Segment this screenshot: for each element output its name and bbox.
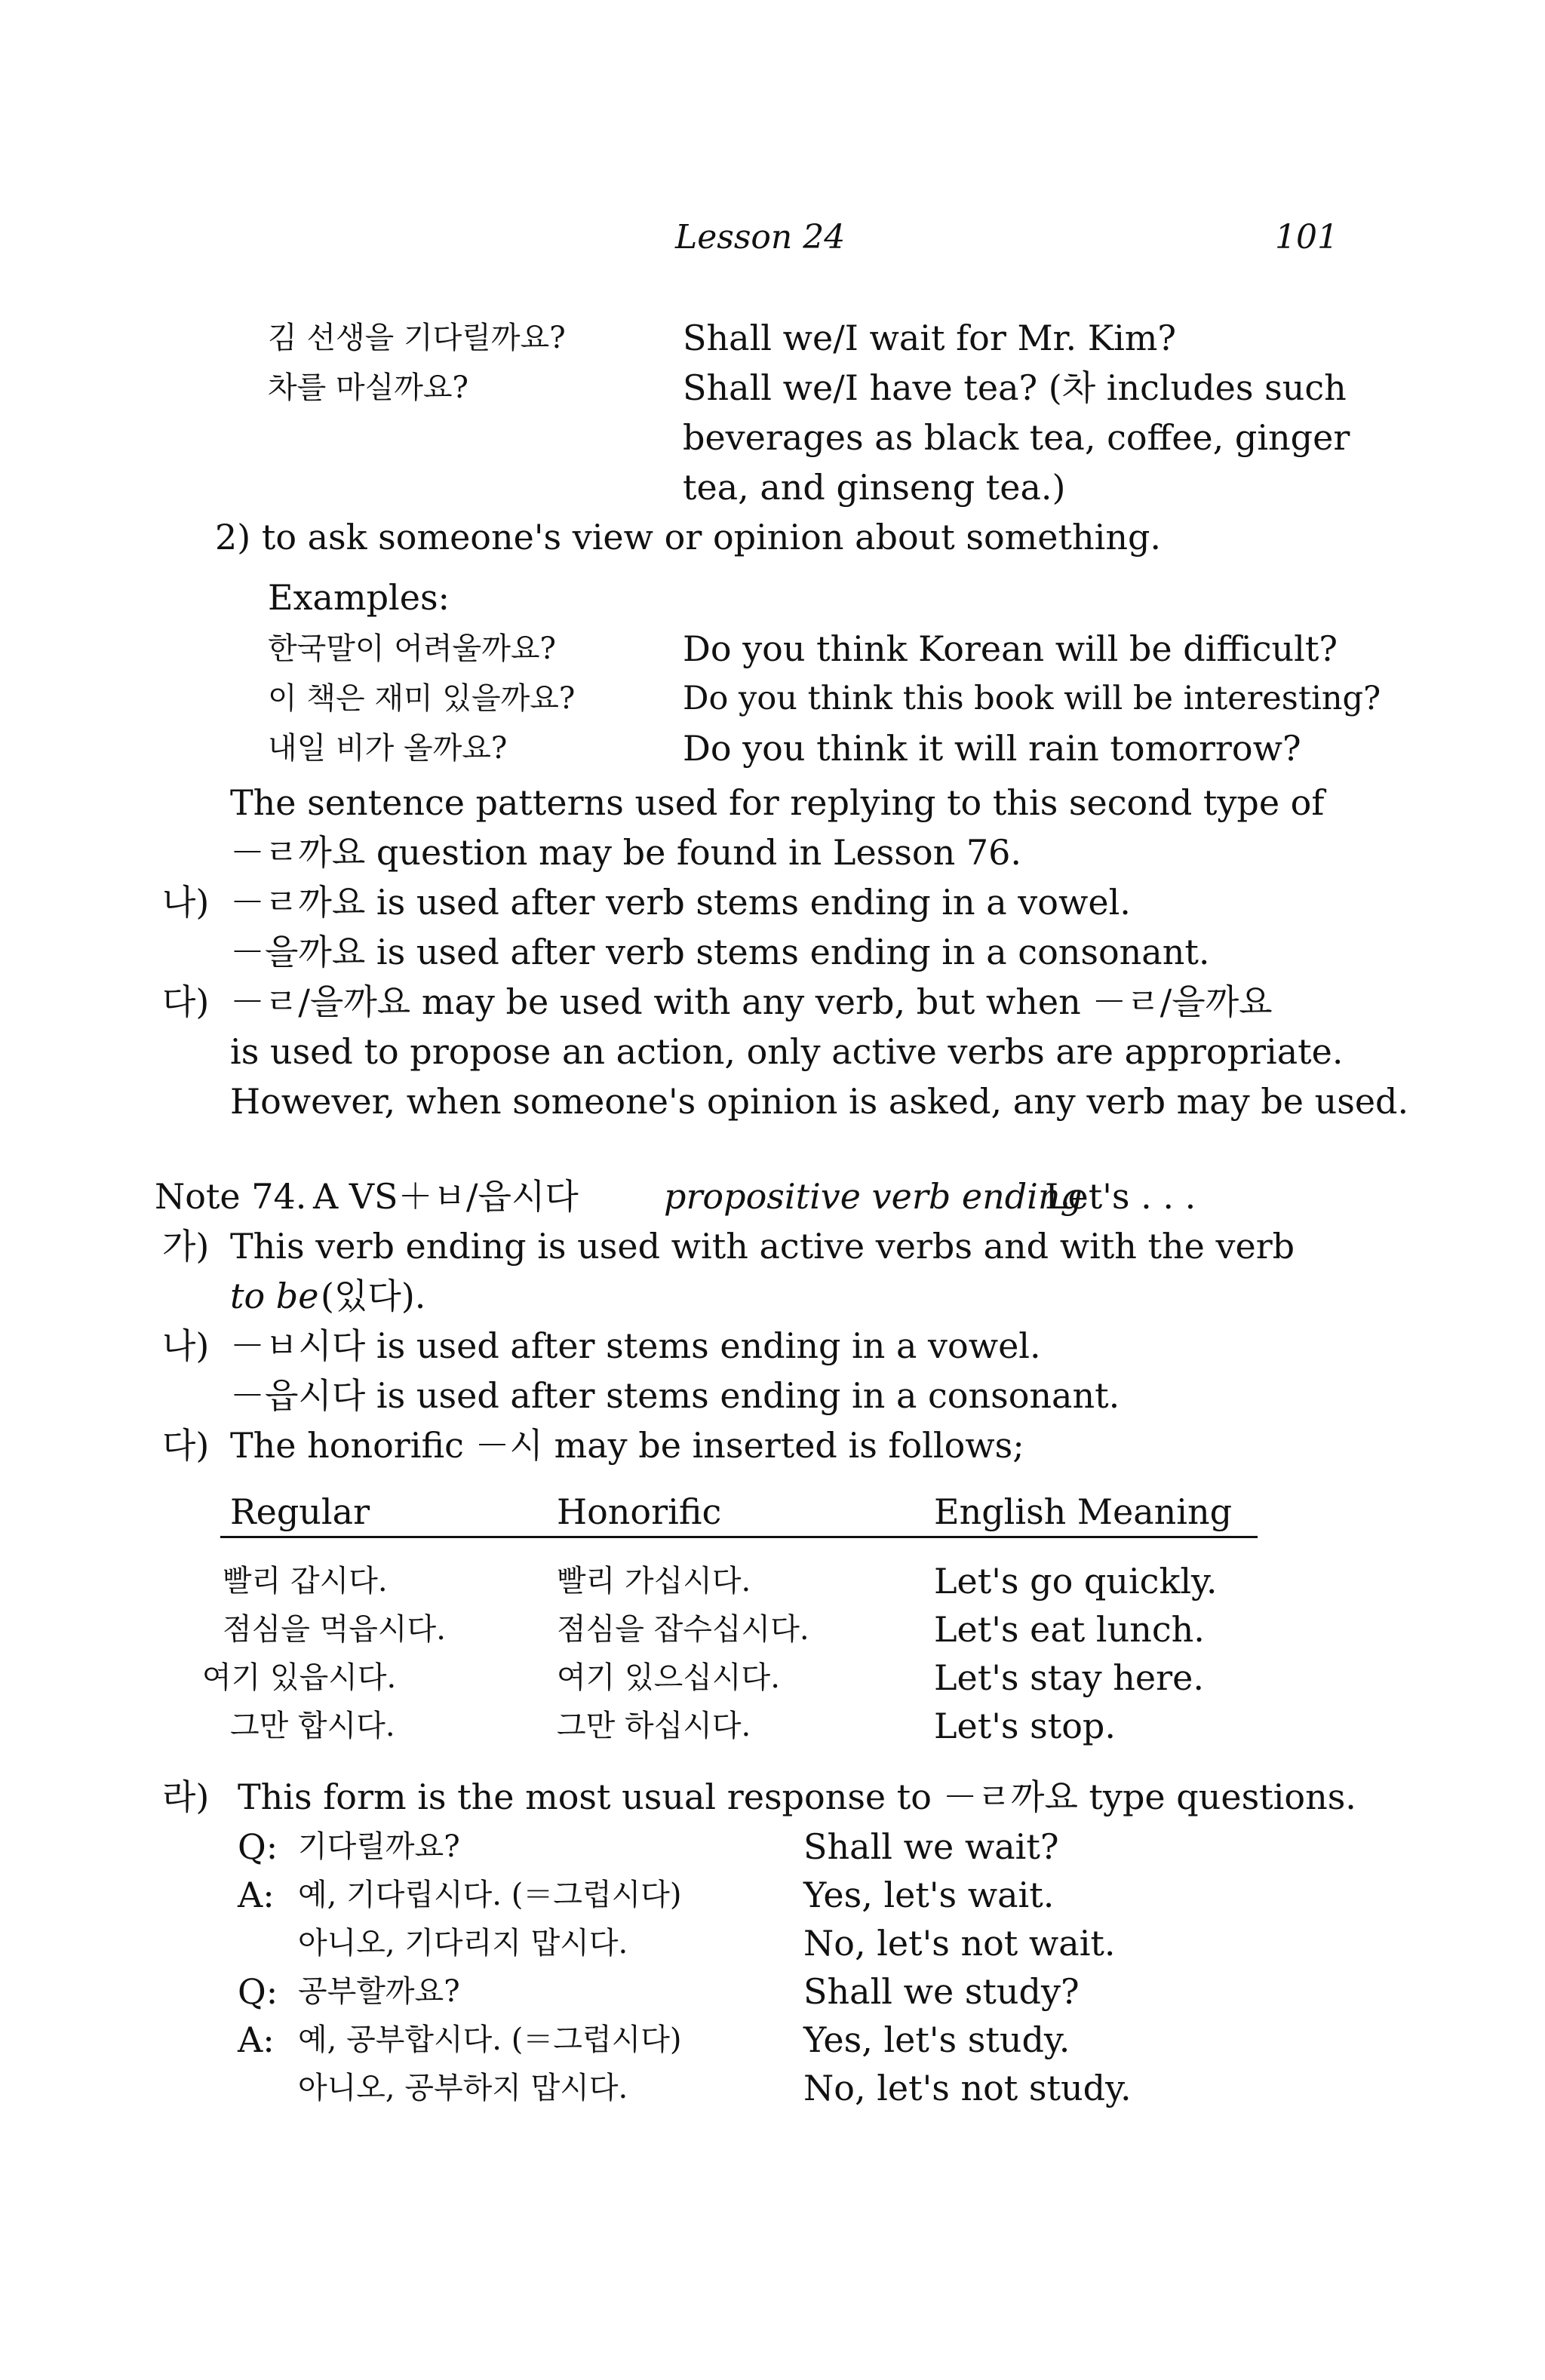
korean-example: 내일 비가 올까요? <box>268 731 508 766</box>
table-cell: 그만 합시다. <box>230 1709 395 1743</box>
dialogue-english: No, let's not study. <box>803 2068 1132 2108</box>
dialogue-korean: 아니오, 기다리지 맙시다. <box>298 1926 628 1961</box>
table-rule <box>220 1536 1258 1538</box>
korean-example: 차를 마실까요? <box>268 370 468 405</box>
table-cell: Let's go quickly. <box>934 1561 1218 1602</box>
running-header: Lesson 24 <box>675 218 846 256</box>
table-header-honorific: Honorific <box>557 1491 722 1532</box>
table-cell: Let's stay here. <box>934 1657 1204 1698</box>
item-line: －ㄹ까요 is used after verb stems ending in a vowel. <box>230 882 1131 923</box>
korean-example: 한국말이 어려울까요? <box>268 631 556 666</box>
table-cell: Let's eat lunch. <box>934 1609 1205 1650</box>
speaker-label: Q: <box>238 1826 278 1867</box>
english-gloss: Do you think it will rain tomorrow? <box>683 728 1301 769</box>
english-gloss-cont: tea, and ginseng tea.) <box>683 467 1066 508</box>
english-gloss: Shall we/I wait for Mr. Kim? <box>683 318 1177 358</box>
speaker-label: Q: <box>238 1971 278 2012</box>
note-gloss: Let's . . . <box>1045 1176 1196 1217</box>
note-label: Note 74. <box>155 1176 307 1217</box>
item-marker: 나) <box>162 882 210 923</box>
dialogue-korean: 공부할까요? <box>298 1974 460 2009</box>
item-line: －ㅂ시다 is used after stems ending in a vowel. <box>230 1325 1041 1366</box>
table-cell: 빨리 갑시다. <box>223 1564 388 1598</box>
item-marker: 라) <box>162 1777 210 1817</box>
examples-label: Examples: <box>268 577 450 618</box>
table-cell: 여기 있읍시다. <box>202 1660 397 1695</box>
speaker-label: A: <box>238 1875 275 1915</box>
table-cell: Let's stop. <box>934 1706 1116 1746</box>
korean-example: 김 선생을 기다릴까요? <box>268 321 566 355</box>
item-line: －을까요 is used after verb stems ending in a consonant. <box>230 932 1210 972</box>
item-line: －읍시다 is used after stems ending in a consonant. <box>230 1375 1120 1416</box>
dialogue-english: Yes, let's study. <box>803 2019 1070 2060</box>
dialogue-english: Yes, let's wait. <box>803 1875 1055 1915</box>
item-line-italic: to be <box>230 1276 319 1316</box>
note-title: A VS＋ㅂ/읍시다 <box>313 1176 579 1217</box>
page-number: 101 <box>1275 218 1338 256</box>
item-line: is used to propose an action, only active verbs are appropriate. <box>230 1031 1344 1072</box>
item-line: －ㄹ/을까요 may be used with any verb, but when －ㄹ/을까요 <box>230 981 1273 1022</box>
table-cell: 빨리 가십시다. <box>557 1564 751 1598</box>
english-gloss-cont: beverages as black tea, coffee, ginger <box>683 417 1350 458</box>
dialogue-korean: 예, 공부합시다. (＝그럽시다) <box>298 2022 682 2057</box>
paragraph-line: －ㄹ까요 question may be found in Lesson 76. <box>230 832 1021 873</box>
dialogue-english: No, let's not wait. <box>803 1923 1116 1964</box>
item-marker: 가) <box>162 1226 210 1267</box>
item-line: This verb ending is used with active verbs and with the verb <box>230 1226 1295 1267</box>
item-marker: 다) <box>162 981 210 1022</box>
speaker-label: A: <box>238 2019 275 2060</box>
item-marker: 다) <box>162 1425 210 1466</box>
item-marker: 나) <box>162 1325 210 1366</box>
dialogue-english: Shall we study? <box>803 1971 1080 2012</box>
table-header-english: English Meaning <box>934 1491 1233 1532</box>
table-cell: 여기 있으십시다. <box>557 1660 780 1695</box>
dialogue-english: Shall we wait? <box>803 1826 1059 1867</box>
table-header-regular: Regular <box>230 1491 370 1532</box>
english-gloss: Do you think this book will be interesting? <box>683 680 1381 717</box>
english-gloss: Shall we/I have tea? (차 includes such <box>683 367 1347 408</box>
dialogue-korean: 예, 기다립시다. (＝그럽시다) <box>298 1878 682 1912</box>
table-cell: 점심을 잡수십시다. <box>557 1612 809 1647</box>
item-line: However, when someone's opinion is asked, any verb may be used. <box>230 1081 1409 1122</box>
point-2: 2) to ask someone's view or opinion about something. <box>215 517 1162 557</box>
dialogue-korean: 아니오, 공부하지 맙시다. <box>298 2071 628 2105</box>
item-line: The honorific －시 may be inserted is follows; <box>230 1425 1024 1466</box>
item-line: (있다). <box>321 1276 426 1316</box>
korean-example: 이 책은 재미 있을까요? <box>268 681 576 716</box>
note-title-italic: propositive verb ending <box>664 1176 1083 1217</box>
table-cell: 그만 하십시다. <box>557 1709 751 1743</box>
table-cell: 점심을 먹읍시다. <box>223 1612 446 1647</box>
english-gloss: Do you think Korean will be difficult? <box>683 628 1338 669</box>
paragraph-line: The sentence patterns used for replying to this second type of <box>230 782 1325 823</box>
dialogue-korean: 기다릴까요? <box>298 1829 460 1864</box>
item-line: This form is the most usual response to －ㄹ까요 type questions. <box>238 1777 1356 1817</box>
